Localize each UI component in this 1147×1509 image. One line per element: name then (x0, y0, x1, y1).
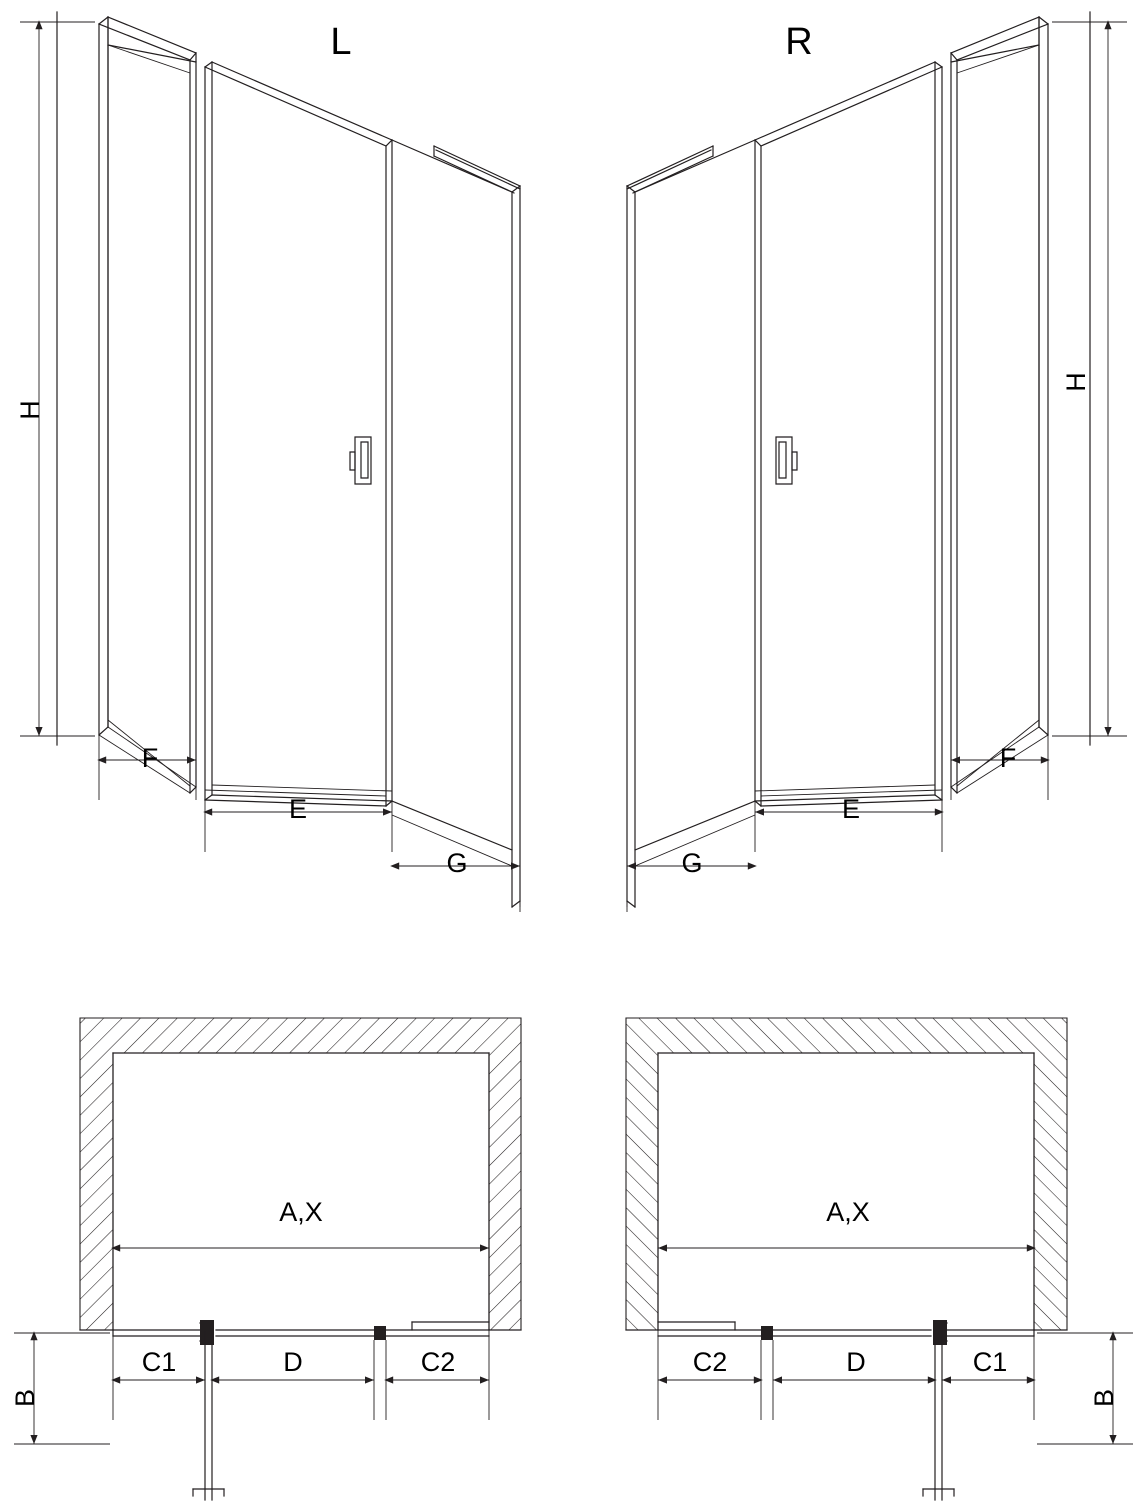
dimension-label-d-left: D (283, 1347, 303, 1377)
dimension-label-g-left: G (446, 848, 468, 878)
dimension-label-g-right: G (681, 848, 703, 878)
dimension-label-c1-right: C1 (972, 1347, 1008, 1377)
dimension-label-f-right: F (999, 743, 1017, 773)
variant-label-right: R (785, 21, 813, 63)
dimension-label-e-left: E (288, 794, 308, 824)
plan-right-view (626, 1018, 1133, 1500)
dimension-label-b-right: B (1089, 1388, 1119, 1408)
dimension-label-d-right: D (846, 1347, 866, 1377)
dimension-label-ax-right: A,X (826, 1197, 870, 1227)
dimension-label-e-right: E (841, 794, 861, 824)
dimension-label-c2-right: C2 (692, 1347, 728, 1377)
elevation-left-view (20, 12, 520, 912)
dimension-label-b-left: B (10, 1388, 40, 1408)
plan-left-view (14, 1018, 521, 1500)
dimension-label-f-left: F (141, 743, 159, 773)
variant-label-left: L (330, 21, 352, 63)
dimension-label-h-right: H (1061, 372, 1091, 392)
dimension-label-ax-left: A,X (279, 1197, 323, 1227)
dimension-label-h-left: H (15, 400, 45, 420)
dimension-label-c2-left: C2 (420, 1347, 456, 1377)
dimension-label-c1-left: C1 (141, 1347, 177, 1377)
elevation-right-view (627, 12, 1127, 912)
